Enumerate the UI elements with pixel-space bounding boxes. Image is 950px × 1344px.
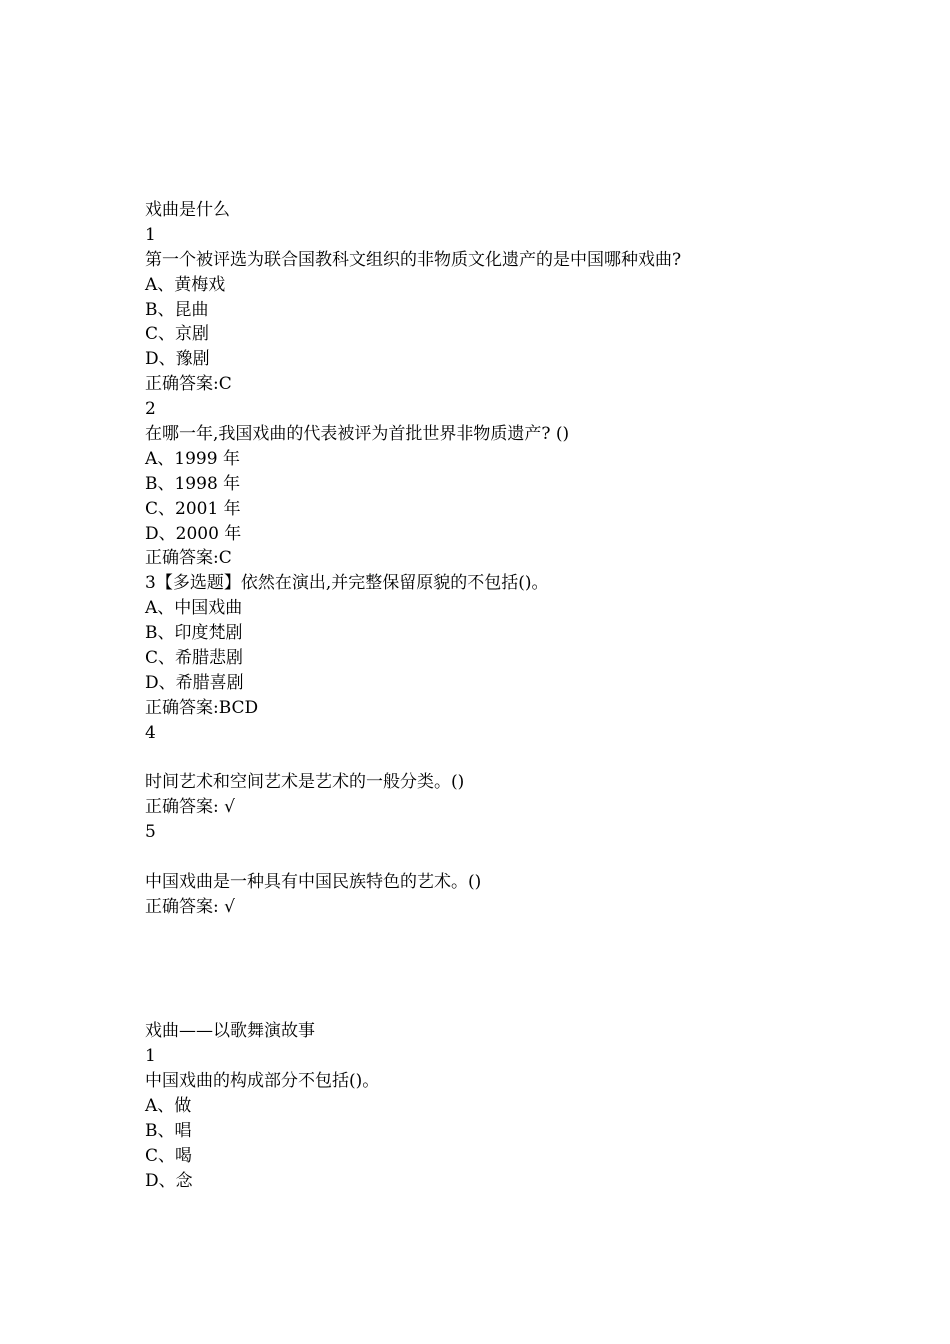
option-b: B、1998 年 <box>145 473 241 494</box>
question-text: 【多选题】依然在演出,并完整保留原貌的不包括()。 <box>155 573 549 594</box>
option-d: D、念 <box>145 1170 193 1191</box>
correct-answer: 正确答案: √ <box>145 797 235 818</box>
question-5 <box>145 820 905 920</box>
question-number: 1 <box>145 1046 156 1067</box>
question-4 <box>145 721 905 821</box>
question-number: 4 <box>145 722 156 743</box>
question-text: 第一个被评选为联合国教科文组织的非物质文化遗产的是中国哪种戏曲? <box>145 249 682 270</box>
correct-answer: 正确答案: √ <box>145 896 235 917</box>
question-2 <box>145 397 905 571</box>
option-c: C、希腊悲剧 <box>145 648 244 669</box>
correct-answer: 正确答案:BCD <box>145 697 259 718</box>
question-1 <box>145 223 905 397</box>
question-header <box>145 571 905 596</box>
question-number: 1 <box>145 224 156 245</box>
question-text: 在哪一年,我国戏曲的代表被评为首批世界非物质遗产? () <box>145 424 570 445</box>
option-a: A、1999 年 <box>145 448 240 469</box>
section-gap <box>145 920 905 1020</box>
option-a: A、中国戏曲 <box>145 598 243 619</box>
section-title: 戏曲——以歌舞演故事 <box>145 1021 315 1042</box>
section-2 <box>145 1019 905 1193</box>
question-text: 时间艺术和空间艺术是艺术的一般分类。() <box>145 772 465 793</box>
section-1 <box>145 198 905 920</box>
option-a: A、做 <box>145 1096 192 1117</box>
option-c: C、京剧 <box>145 324 210 345</box>
option-c: C、2001 年 <box>145 498 241 519</box>
option-d: D、2000 年 <box>145 523 242 544</box>
question-number: 2 <box>145 399 156 420</box>
question-text: 中国戏曲的构成部分不包括()。 <box>145 1071 380 1092</box>
option-d: D、希腊喜剧 <box>145 672 244 693</box>
option-b: B、唱 <box>145 1120 192 1141</box>
section-title: 戏曲是什么 <box>145 200 230 220</box>
correct-answer: 正确答案:C <box>145 374 232 395</box>
blank-line <box>145 746 905 771</box>
option-a: A、黄梅戏 <box>145 274 226 295</box>
option-c: C、喝 <box>145 1145 193 1166</box>
question-1 <box>145 1044 905 1193</box>
option-b: B、昆曲 <box>145 299 209 320</box>
blank-line <box>145 845 905 870</box>
correct-answer: 正确答案:C <box>145 548 232 569</box>
document-page <box>145 198 905 1194</box>
question-number: 3 <box>145 573 156 594</box>
option-b: B、印度梵剧 <box>145 623 243 644</box>
question-number: 5 <box>145 822 156 843</box>
option-d: D、豫剧 <box>145 349 210 370</box>
question-3 <box>145 571 905 720</box>
question-text: 中国戏曲是一种具有中国民族特色的艺术。() <box>145 872 482 893</box>
